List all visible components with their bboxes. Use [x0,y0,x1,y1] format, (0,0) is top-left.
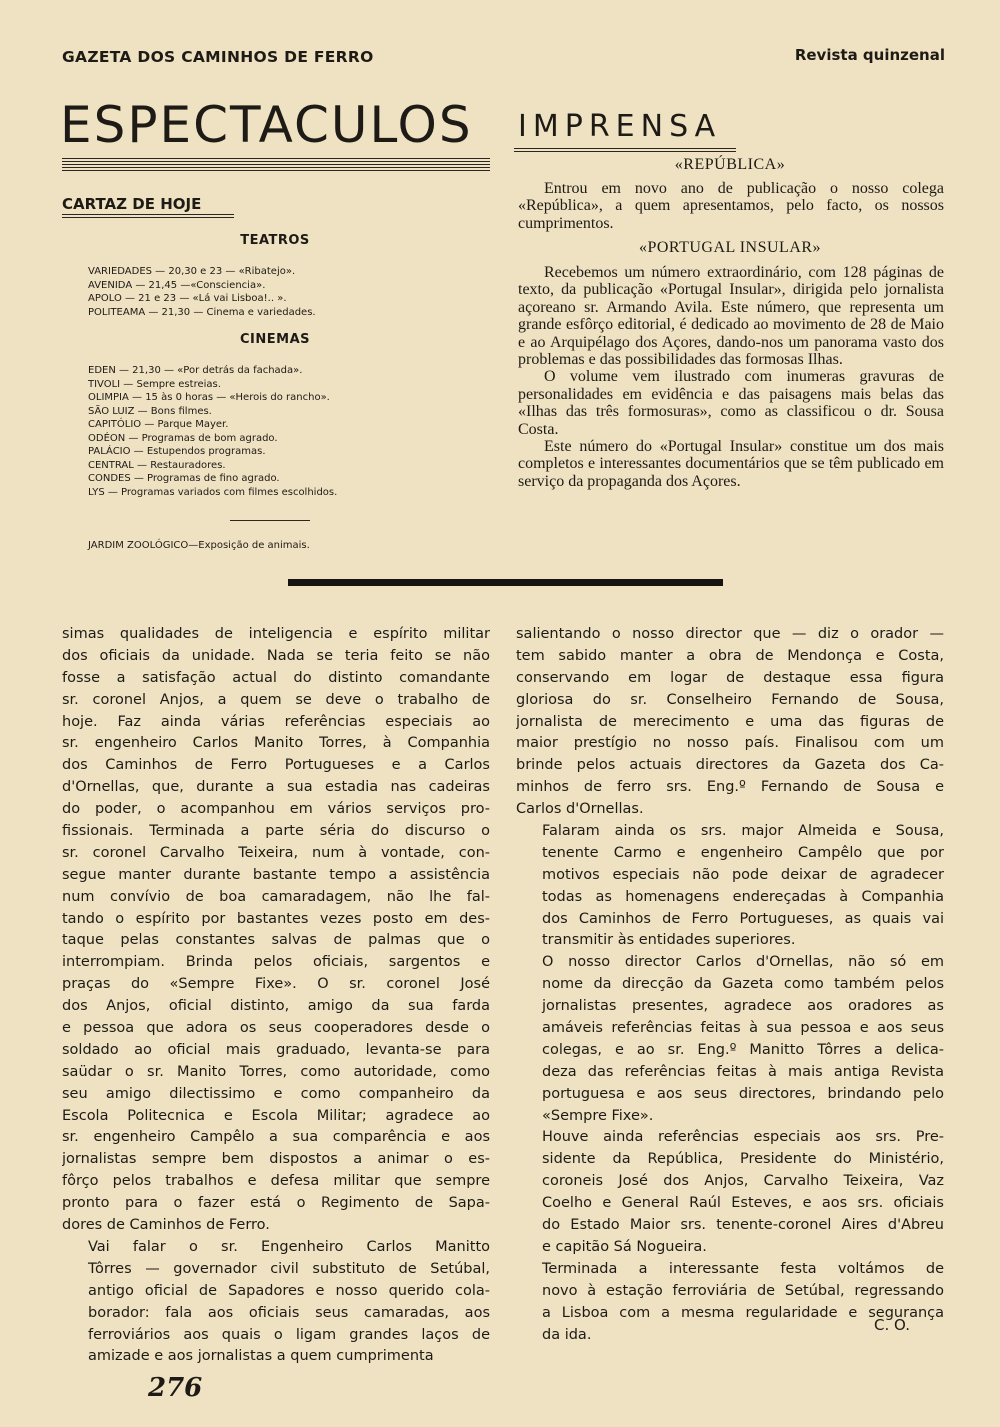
publication-frequency: Revista quinzenal [794,46,945,64]
text-line: tenente Carmo e engenheiro Campêlo que por [542,844,944,861]
text-line: da ida. [542,1326,592,1343]
paragraph: Recebemos um número extraordinário, com 128 páginas de texto, da publicação «Portugal Insular», dirigida pelo jornalista açoreano sr. Armando Avila. Este número, que representa um grande esfôrço editorial, é dedicado ao movimento de 28 de Maio e ao Arquipélago dos Açores, dando-nos um panorama vasto dos problemas e das possibilidades das formosas Ilhas. [518,264,944,369]
list-item: CONDES — Programas de fino agrado. [88,473,280,484]
text-line: Tôrres — governador civil substituto de Setúbal, [88,1260,490,1277]
text-line: sr. coronel Anjos, a quem se deve o trabalho de [62,691,490,708]
text-line: brinde pelos actuais directores da Gazeta dos Ca- [516,757,944,774]
text-line: coroneis José dos Anjos, Carvalho Teixeira, Vaz [542,1173,944,1190]
text-line: minhos de ferro srs. Eng.º Fernando de Sousa e [516,779,944,796]
text-line: jornalistas presentes, agradece aos oradores as [542,998,944,1015]
text-line: seu amigo dilectissimo e como companheiro da [62,1085,490,1102]
list-item: ODÉON — Programas de bom agrado. [88,432,278,444]
cartaz-underline [62,214,234,219]
paragraph: Entrou em novo ano de publicação o nosso colega «República», a quem apresentamos, pelo facto, os nossos cumprimentos. [518,180,944,232]
text-line: hoje. Faz ainda várias referências especiais ao [62,713,490,730]
text-line: dores de Caminhos de Ferro. [62,1217,270,1234]
publication-name: GAZETA DOS CAMINHOS DE FERRO [62,48,374,66]
text-line: e capitão Sá Nogueira. [542,1238,707,1255]
text-line: simas qualidades de inteligencia e espírito militar [62,626,490,642]
list-item: CAPITÓLIO — Parque Mayer. [88,419,229,430]
text-line: gloriosa do sr. Conselheiro Fernando de Sousa, [516,691,944,708]
list-item: LYS — Programas variados com filmes escolhidos. [88,486,338,498]
article-column-right [516,624,944,1346]
text-line: sidente da República, Presidente do Ministério, [542,1151,944,1168]
text-line: jornalistas sempre bem dispostos a animar o es- [62,1151,490,1168]
text-line: Falaram ainda os srs. major Almeida e Sousa, [542,823,944,840]
text-line: dos Caminhos de Ferro Portugueses e a Carlos [62,757,490,774]
paragraph [62,1237,490,1368]
text-line: borador: fala aos oficiais seus camaradas, aos [88,1304,490,1321]
text-line: Carlos d'Ornellas. [516,801,644,818]
text-line: interrompiam. Brinda pelos oficiais, sargentos e [62,954,490,971]
text-line: amáveis referências feitas à sua pessoa e aos seus [542,1020,944,1037]
signature: C. O. [874,1316,910,1334]
text-line: pronto para o fazer está o Regimento de Sapa- [62,1195,490,1212]
paragraph [516,821,944,952]
text-line: tando o espírito por bastantes vezes posto em des- [62,910,490,927]
text-line: dos Caminhos de Ferro Portugueses, as quais vai [542,910,944,927]
republica-heading: «REPÚBLICA» [674,156,786,173]
text-line: segue manter durante bastante tempo a assistência [62,866,490,883]
text-line: fissionais. Terminada a parte séria do discurso o [62,823,490,840]
list-item: CENTRAL — Restauradores. [88,459,226,471]
page-number: 276 [148,1373,203,1403]
paragraph [516,952,944,1127]
teatros-heading: TEATROS [240,233,310,248]
text-line: saüdar o sr. Manito Torres, como autoridade, como [62,1063,490,1080]
text-line: antigo oficial de Sapadores e nosso querido cola- [88,1282,490,1299]
listing-divider [230,520,310,521]
list-item: SÃO LUIZ — Bons filmes. [88,405,212,417]
list-item: PALÁCIO — Estupendos programas. [88,446,266,457]
text-line: ferroviários aos quais o ligam grandes laços de [88,1326,490,1343]
list-item: AVENIDA — 21,45 —«Consciencia». [88,279,266,291]
paragraph: O volume vem ilustrado com inumeras gravuras de personalidades em evidência e das paisagens mais belas das «Ilhas das três formosuras», como as classificou o dr. Sousa Costa. [518,368,944,438]
text-line: maior prestígio no nosso país. Finalisou com um [516,735,944,752]
list-item: OLIMPIA — 15 às 0 horas — «Herois do rancho». [88,392,330,403]
text-line: fôrço pelos trabalhos e defesa militar que sempre [62,1173,490,1190]
text-line: jornalista de merecimento e uma das figuras de [516,713,944,730]
cinemas-list [88,364,337,499]
text-line: tem sabido manter a obra de Mendonça e Costa, [516,647,944,664]
text-line: e pessoa que adora os seus cooperadores desde o [62,1020,490,1037]
espectaculos-title-rule [62,158,490,172]
text-line: portuguesa e aos seus directores, brindando pelo [542,1085,944,1102]
cartaz-heading: CARTAZ DE HOJE [62,195,202,213]
text-line: dos oficiais da unidade. Nada se teria feito se não [62,647,490,664]
portugal-insular-text [518,264,944,490]
republica-text [518,180,944,232]
text-line: Escola Politecnica e Escola Militar; agradece ao [62,1107,490,1124]
text-line: novo à estação ferroviária de Setúbal, regressando [542,1282,944,1299]
list-item: TIVOLI — Sempre estreias. [88,378,221,390]
text-line: soldado ao oficial mais graduado, levanta-se para [62,1041,490,1058]
espectaculos-title: ESPECTACULOS [60,96,473,154]
text-line: a Lisboa com a mesma regularidade e segurança [542,1304,944,1321]
text-line: «Sempre Fixe». [542,1107,654,1124]
text-line: Vai falar o sr. Engenheiro Carlos Manitto [88,1238,490,1255]
article-column-left [62,624,490,1368]
text-line: salientando o nosso director que — diz o orador — [516,626,944,642]
text-line: sr. engenheiro Campêlo a sua comparência e aos [62,1129,490,1146]
text-line: fosse a satisfação actual do distinto comandante [62,669,490,686]
paragraph [516,624,944,821]
text-line: Terminada a interessante festa voltámos de [542,1260,944,1277]
section-separator [288,579,723,586]
text-line: sr. engenheiro Carlos Manito Torres, à Companhia [62,735,490,752]
portugal-insular-heading: «PORTUGAL INSULAR» [638,239,822,256]
text-line: nome da direcção da Gazeta como também pelos [542,976,944,993]
paragraph: Este número do «Portugal Insular» constitue um dos mais completos e interessantes documentários que se têm publicado em serviço da propaganda dos Açores. [518,438,944,490]
text-line: transmitir às entidades superiores. [542,932,796,949]
text-line: colegas, e ao sr. Eng.º Manitto Tôrres a delica- [542,1041,944,1058]
text-line: do Estado Maior srs. tenente-coronel Aires d'Abreu [542,1217,944,1234]
text-line: motivos especiais não pode deixar de agradecer [542,866,944,883]
text-line: dos Anjos, oficial distinto, amigo da sua farda [62,998,490,1015]
text-line: deza das referências feitas à mais antiga Revista [542,1063,944,1080]
text-line: taque pelas constantes salvas de palmas que o [62,932,490,949]
text-line: do poder, o acompanhou em vários serviços pro- [62,801,490,818]
text-line: Coelho e General Raúl Esteves, e aos srs. oficiais [542,1195,944,1212]
jardim-listing: JARDIM ZOOLÓGICO—Exposição de animais. [88,540,310,551]
text-line: sr. coronel Carvalho Teixeira, num à vontade, con- [62,844,490,861]
cinemas-heading: CINEMAS [240,332,310,347]
paragraph [62,624,490,1237]
list-item: POLITEAMA — 21,30 — Cinema e variedades. [88,306,316,318]
list-item: EDEN — 21,30 — «Por detrás da fachada». [88,365,303,376]
list-item: VARIEDADES — 20,30 e 23 — «Ribatejo». [88,266,296,277]
paragraph [516,1127,944,1258]
text-line: todas as homenagens endereçadas à Companhia [542,888,944,905]
teatros-list [88,265,316,319]
text-line: praças do «Sempre Fixe». O sr. coronel José [62,976,490,993]
list-item: APOLO — 21 e 23 — «Lá vai Lisboa!.. ». [88,293,287,304]
text-line: conservando em logar de destaque essa figura [516,669,944,686]
imprensa-title-rule [514,148,736,154]
text-line: O nosso director Carlos d'Ornellas, não só em [542,954,944,971]
text-line: num convívio de boa camaradagem, não lhe fal- [62,888,490,905]
text-line: Houve ainda referências especiais aos srs. Pre- [542,1129,944,1146]
text-line: d'Ornellas, que, durante a sua estadia nas cadeiras [62,779,490,796]
imprensa-title: IMPRENSA [518,109,722,144]
text-line: amizade e aos jornalistas a quem cumprimenta [88,1348,434,1365]
